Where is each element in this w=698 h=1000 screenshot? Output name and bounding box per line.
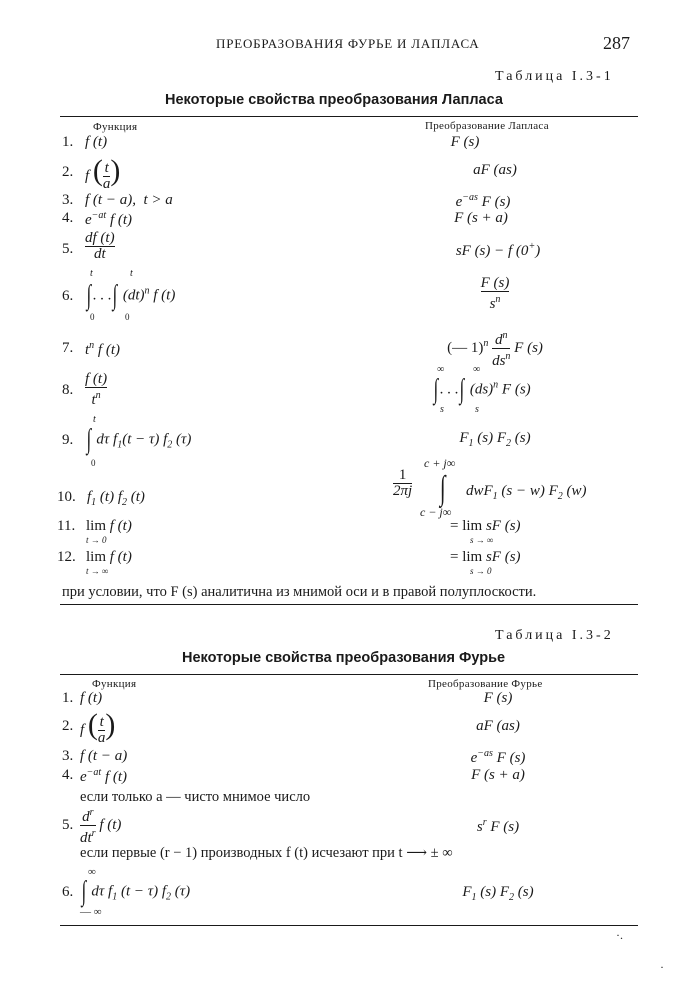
book-page: ПРЕОБРАЗОВАНИЯ ФУРЬЕ И ЛАПЛАСА 287 Таблица I.3-1 Некоторые свойства преобразования Лапласа Функция Преобразование Лапласа 1. f (t) F (s) 2. f ( $\frac{t}{a}$ ) aF (as) 3. f (t − a), t > a $e^{-as}$ F (s) 4. $e^{-at}$ f (t) F (s + a) 5. $\frac{df (t)}{dt}$ sF (s) − f (0+) 6. t t ∫ . . .∫ (dt)$^n$ f (t) 0 0 $\frac{F (s)}{s^n}$ 7. $t^n$ f (t) (— 1)$^n$ $\frac{d^n}{ds^n}$ F (s) 8. $\frac{f (t)}{t^n}$ ∞ ∞ ∫ . . .∫ (ds)$^n$ F (s) s s 9. t ∫ dτ $f_1(t - \tau)$ $f_2$ (τ) 0 $F_1$ (s) $F_2$ (s) 10. $f_1$ (t) $f_2$ (t) c + j∞ $\frac{1}{2\pi j}$ ∫ dwF$_1$ (s − w) $F_2$ (w) c − j∞ 11. lim f (t) t → 0 = lim sF (s) s → ∞ 12. lim f (t) t → ∞ = lim sF (s) s → 0 при условии, что F (s) аналитична из мнимой оси и в правой полуплоскости. Таблица I.3-2 Некоторые свойства преобразования Фурье Функция Преобразование Фурье 1. f (t) F (s) 2. f ( $\frac{t}{a}$ ) aF (as) 3. f (t − a) $e^{-as}$ F (s) 4. $e^{-at}$ f (t) F (s + a) если только a — чисто мнимое число 5. $\frac{d^r}{dt^r}$ f (t) $s^r$ F (s) если первые (r − 1) производных f (t) исчезают при t ⟶ ± ∞ 6. ∞ ∫ dτ $f_1$ (t − τ) $f_2$ (τ) — ∞ $F_1$ (s) $F_2$ (s) ·. · [57, 33, 664, 974]
laplace-footnote: при условии, что F (s) аналитична из мнимой оси и в правой полуплоскости. [62, 584, 537, 600]
laplace-table-number: Таблица I.3-1 [495, 69, 614, 84]
fourier-bottom-rule [60, 925, 638, 926]
print-speck: ·. [616, 928, 623, 942]
laplace-col-function: Функция [93, 121, 138, 133]
laplace-top-rule [60, 116, 638, 117]
page-number: 287 [603, 33, 630, 53]
fourier-condition-4: если только a — чисто мнимое число [80, 789, 311, 805]
fourier-condition-5: если первые (r − 1) производных f (t) исчезают при t ⟶ ± ∞ [80, 845, 453, 861]
fourier-col-function: Функция [92, 678, 137, 690]
fourier-table-number: Таблица I.3-2 [495, 628, 614, 643]
print-speck: · [660, 960, 664, 974]
laplace-bottom-rule [60, 604, 638, 605]
laplace-col-transform: Преобразование Лапласа [425, 120, 549, 132]
fourier-table-title: Некоторые свойства преобразования Фурье [182, 650, 506, 666]
laplace-table-title: Некоторые свойства преобразования Лапласа [165, 92, 503, 108]
running-head: ПРЕОБРАЗОВАНИЯ ФУРЬЕ И ЛАПЛАСА [216, 36, 480, 51]
fourier-top-rule [60, 674, 638, 675]
fourier-col-transform: Преобразование Фурье [428, 678, 543, 690]
